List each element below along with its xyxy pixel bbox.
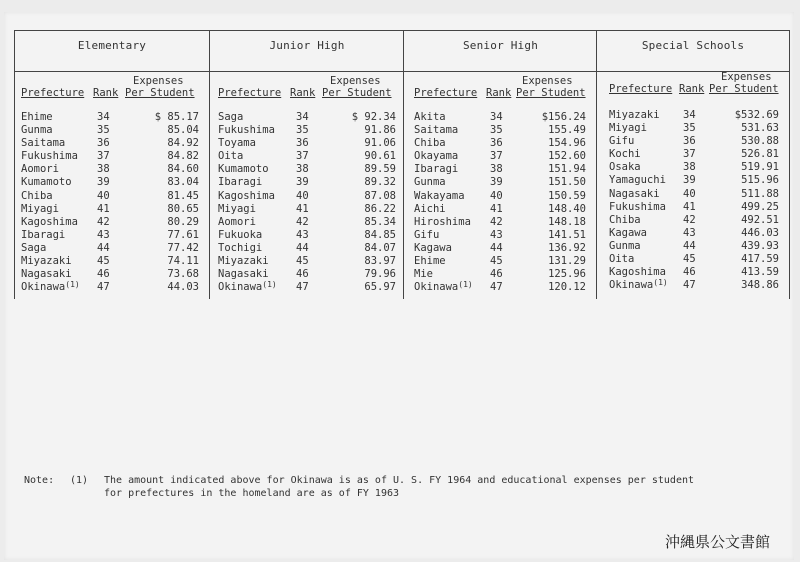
expense-cell: 80.29 [167,215,199,228]
prefecture-cell: Kagoshima [218,189,275,202]
prefecture-cell: Okayama [414,150,459,163]
expense-cell: $532.69 [734,109,779,121]
rank-cell: 41 [97,202,110,215]
prefecture-cell: Chiba [609,213,641,226]
prefecture-cell: Kochi [609,148,641,161]
table-row [597,161,789,174]
rank-cell: 40 [296,189,309,202]
prefecture-cell: Kumamoto [218,163,269,176]
prefecture-cell: Miyagi [21,202,59,215]
prefecture-cell: Gifu [414,228,440,241]
expense-cell: 154.96 [548,137,586,150]
table-row [15,124,209,137]
prefecture-cell: Kagawa [414,241,452,254]
prefecture-cell: Miyazaki [218,255,269,268]
table-row [404,216,597,229]
rank-cell: 39 [97,176,110,189]
prefecture-header: Prefecture [218,87,282,99]
rank-cell: 39 [296,176,309,189]
rank-cell: 39 [683,174,696,187]
table-row [15,150,209,163]
expense-cell: 131.29 [548,255,586,268]
table-row [404,268,597,281]
table-row [597,279,789,292]
expense-cell: 125.96 [548,268,586,281]
rank-cell: 46 [683,266,696,279]
rank-cell: 36 [490,137,503,150]
rank-cell: 47 [683,279,696,292]
prefecture-cell: Gunma [414,176,446,189]
expense-cell: 86.22 [364,202,396,215]
prefecture-cell: Fukushima [21,150,78,163]
rank-cell: 36 [97,137,110,150]
prefecture-cell: Miyagi [609,122,647,135]
expense-cell: 85.04 [167,124,199,137]
expense-cell: 44.03 [167,281,199,294]
expense-cell: 91.06 [364,137,396,150]
expense-cell: 136.92 [548,241,586,254]
prefecture-cell: Akita [414,111,446,123]
expense-cell: 515.96 [741,174,779,187]
expense-cell: 151.50 [548,176,586,189]
table-row [404,124,597,137]
rank-cell: 44 [296,241,309,254]
rank-cell: 42 [683,213,696,226]
expenses-header-line2: Per Student [516,87,586,99]
expense-cell: 492.51 [741,213,779,226]
prefecture-cell: Mie [414,268,433,281]
rank-cell: 44 [683,239,696,252]
prefecture-cell: Fukushima [609,200,666,213]
expense-cell: 77.42 [167,241,199,254]
prefecture-cell: Ehime [414,255,446,268]
rank-cell: 44 [490,241,503,254]
prefecture-cell: Ibaragi [218,176,263,189]
section-rows [404,111,597,294]
rank-cell: 47 [296,281,309,294]
rank-cell: 34 [490,111,503,123]
rank-cell: 46 [97,268,110,281]
table-row [597,227,789,240]
prefecture-cell: Fukuoka [218,228,263,241]
expense-cell: 141.51 [548,228,586,241]
expense-cell: 499.25 [741,200,779,213]
table-row [15,176,209,189]
expenses-header-line2: Per Student [125,87,195,99]
prefecture-cell: Fukushima [218,124,275,137]
rank-header: Rank [679,83,705,95]
table-row [210,176,404,189]
prefecture-cell: Kagoshima [609,266,666,279]
rank-header: Rank [486,87,512,99]
table-row [597,253,789,266]
table-row [404,176,597,189]
rank-header: Rank [290,87,316,99]
table-row [404,203,597,216]
prefecture-cell: Ibaragi [414,163,459,176]
prefecture-cell-with-footnote [414,281,473,293]
prefecture-cell: Tochigi [218,241,263,254]
expenses-header-line1: Expenses [133,75,184,87]
prefecture-cell: Nagasaki [218,268,269,281]
expense-cell: 348.86 [741,279,779,292]
expenses-table [14,30,790,299]
footnote-marker: (1) [458,280,473,290]
expense-cell: 531.63 [741,122,779,135]
prefecture-cell: Oita [218,150,244,163]
prefecture-cell: Okinawa [218,281,263,294]
rank-cell: 45 [490,255,503,268]
prefecture-cell: Okinawa [414,281,459,294]
note-line-1: The amount indicated above for Okinawa is as of U. S. FY 1964 and educational expenses per student [104,475,695,486]
expense-cell: 439.93 [741,239,779,252]
expense-cell: 155.49 [548,124,586,137]
prefecture-cell: Kumamoto [21,176,72,189]
rank-cell: 45 [296,255,309,268]
rank-cell: 37 [490,150,503,163]
table-row [210,229,404,242]
table-row [404,150,597,163]
rank-cell: 38 [683,161,696,174]
rank-cell: 38 [490,163,503,176]
expense-cell: 511.88 [741,187,779,200]
table-row [210,124,404,137]
table-row [597,148,789,161]
section-title: Senior High [462,39,539,52]
table-row [210,268,404,281]
rank-cell: 43 [97,228,110,241]
rank-cell: 40 [97,189,110,202]
prefecture-cell: Aichi [414,202,446,215]
table-row [597,174,789,187]
prefecture-cell: Chiba [21,189,53,202]
rank-cell: 37 [683,148,696,161]
rank-cell: 38 [97,163,110,176]
table-row [210,242,404,255]
expense-cell: 79.96 [364,268,396,281]
table-row [15,163,209,176]
rank-cell: 39 [490,176,503,189]
prefecture-cell: Osaka [609,161,641,174]
prefecture-cell: Okinawa [609,279,654,292]
section-rows [210,111,404,294]
table-row [15,111,209,124]
table-row [210,255,404,268]
rank-cell: 38 [296,163,309,176]
expense-cell: 120.12 [548,281,586,294]
prefecture-cell: Chiba [414,137,446,150]
rank-cell: 42 [490,215,503,228]
section-title: Junior High [269,39,345,52]
expense-cell: 84.07 [364,241,396,254]
section-special-schools [596,31,789,299]
prefecture-cell: Toyama [218,137,256,150]
table-row [210,216,404,229]
rank-cell: 41 [683,200,696,213]
rank-cell: 40 [490,189,503,202]
expenses-header-line1: Expenses [330,75,381,87]
prefecture-cell: Miyagi [218,202,256,215]
section-title: Special Schools [641,39,745,52]
note-number: (1) [70,475,89,486]
expense-cell: 151.94 [548,163,586,176]
table-row [597,122,789,135]
expense-cell: 152.60 [548,150,586,163]
prefecture-cell: Miyazaki [21,255,72,268]
prefecture-cell: Kagawa [609,226,647,239]
table-row [597,214,789,227]
expense-cell: $ 92.34 [351,111,396,123]
table-row [15,268,209,281]
section-rows [15,111,209,294]
prefecture-cell-with-footnote [218,281,277,293]
prefecture-cell: Wakayama [414,189,465,202]
table-row [15,216,209,229]
expense-cell: 83.97 [364,255,396,268]
section-junior-high [209,31,404,299]
table-row [210,150,404,163]
rank-cell: 45 [97,255,110,268]
expenses-header-line2: Per Student [709,83,779,95]
table-row [597,266,789,279]
table-row [15,229,209,242]
document-page [4,12,794,560]
note-label: Note: [24,475,55,486]
prefecture-cell: Saitama [21,137,66,150]
rank-cell: 35 [296,124,309,137]
prefecture-cell: Ibaragi [21,228,66,241]
prefecture-cell: Saga [218,111,244,123]
table-row [210,137,404,150]
rank-cell: 47 [97,281,110,294]
table-row [15,255,209,268]
table-row [15,203,209,216]
expense-cell: 89.32 [364,176,396,189]
rank-cell: 44 [97,241,110,254]
expense-cell: 91.86 [364,124,396,137]
table-row [597,109,789,122]
expense-cell: 83.04 [167,176,199,189]
section-title: Elementary [77,39,147,52]
section-elementary [15,31,209,299]
table-row [597,240,789,253]
rank-cell: 42 [296,215,309,228]
prefecture-cell: Ehime [21,111,53,123]
rank-cell: 37 [296,150,309,163]
expense-cell: 89.59 [364,163,396,176]
rank-cell: 42 [97,215,110,228]
rank-cell: 47 [490,281,503,294]
rank-cell: 36 [683,135,696,148]
table-row [404,163,597,176]
table-row [404,229,597,242]
prefecture-header: Prefecture [21,87,85,99]
section-divider [210,71,404,72]
rank-header: Rank [93,87,119,99]
prefecture-cell: Miyazaki [609,109,660,121]
prefecture-cell-with-footnote [21,281,80,293]
rank-cell: 34 [97,111,110,123]
footnote-marker: (1) [65,280,80,290]
expense-cell: 84.85 [364,228,396,241]
section-rows [597,109,789,292]
expense-cell: 84.82 [167,150,199,163]
expenses-header-line1: Expenses [522,75,573,87]
section-divider [15,71,209,72]
table-row [404,255,597,268]
prefecture-cell: Saitama [414,124,459,137]
footnote-marker: (1) [653,278,668,288]
expense-cell: 73.68 [167,268,199,281]
expense-cell: 84.92 [167,137,199,150]
prefecture-cell: Oita [609,253,635,266]
table-row [597,188,789,201]
rank-cell: 41 [490,202,503,215]
prefecture-cell: Aomori [21,163,59,176]
prefecture-cell: Gunma [609,239,641,252]
rank-cell: 43 [683,226,696,239]
table-row [210,190,404,203]
prefecture-cell: Saga [21,241,47,254]
prefecture-cell: Gunma [21,124,53,137]
prefecture-cell: Okinawa [21,281,66,294]
prefecture-cell: Nagasaki [609,187,660,200]
rank-cell: 45 [683,253,696,266]
rank-cell: 34 [296,111,309,123]
rank-cell: 43 [490,228,503,241]
note-line-2: for prefectures in the homeland are as of FY 1963 [104,488,400,499]
prefecture-cell: Kagoshima [21,215,78,228]
expense-cell: 446.03 [741,226,779,239]
table-row [15,190,209,203]
table-row [597,201,789,214]
expense-cell: 87.08 [364,189,396,202]
expense-cell: 80.65 [167,202,199,215]
footnote-marker: (1) [262,280,277,290]
expense-cell: $ 85.17 [154,111,199,123]
table-row [210,163,404,176]
expense-cell: 65.97 [364,281,396,294]
table-row [404,137,597,150]
expense-cell: 90.61 [364,150,396,163]
expenses-header-line2: Per Student [322,87,392,99]
rank-cell: 34 [683,109,696,121]
expense-cell: 530.88 [741,135,779,148]
expense-cell: 81.45 [167,189,199,202]
expense-cell: 74.11 [167,255,199,268]
expense-cell: 417.59 [741,253,779,266]
rank-cell: 35 [490,124,503,137]
expense-cell: 413.59 [741,266,779,279]
table-row [15,242,209,255]
table-row [404,242,597,255]
table-row [404,111,597,124]
table-row [210,111,404,124]
prefecture-cell: Nagasaki [21,268,72,281]
rank-cell: 43 [296,228,309,241]
rank-cell: 35 [97,124,110,137]
expense-cell: 150.59 [548,189,586,202]
prefecture-cell: Yamaguchi [609,174,666,187]
table-row [597,135,789,148]
rank-cell: 37 [97,150,110,163]
section-divider [404,71,597,72]
rank-cell: 46 [296,268,309,281]
table-row [210,281,404,294]
table-row [15,137,209,150]
prefecture-header: Prefecture [609,83,673,95]
rank-cell: 35 [683,122,696,135]
archive-stamp: 沖縄県公文書館 [664,533,770,551]
prefecture-cell: Gifu [609,135,635,148]
expense-cell: 84.60 [167,163,199,176]
rank-cell: 36 [296,137,309,150]
expense-cell: 519.91 [741,161,779,174]
expense-cell: 148.18 [548,215,586,228]
table-row [404,281,597,294]
prefecture-cell: Hiroshima [414,215,471,228]
expense-cell: 148.40 [548,202,586,215]
prefecture-cell: Aomori [218,215,256,228]
section-senior-high [403,31,597,299]
rank-cell: 46 [490,268,503,281]
table-row [404,190,597,203]
table-row [210,203,404,216]
expenses-header-line1: Expenses [721,71,772,83]
rank-cell: 41 [296,202,309,215]
prefecture-cell-with-footnote [609,279,668,291]
expense-cell: $156.24 [541,111,586,123]
prefecture-header: Prefecture [414,87,478,99]
expense-cell: 77.61 [167,228,199,241]
expense-cell: 526.81 [741,148,779,161]
expense-cell: 85.34 [364,215,396,228]
table-row [15,281,209,294]
rank-cell: 40 [683,187,696,200]
